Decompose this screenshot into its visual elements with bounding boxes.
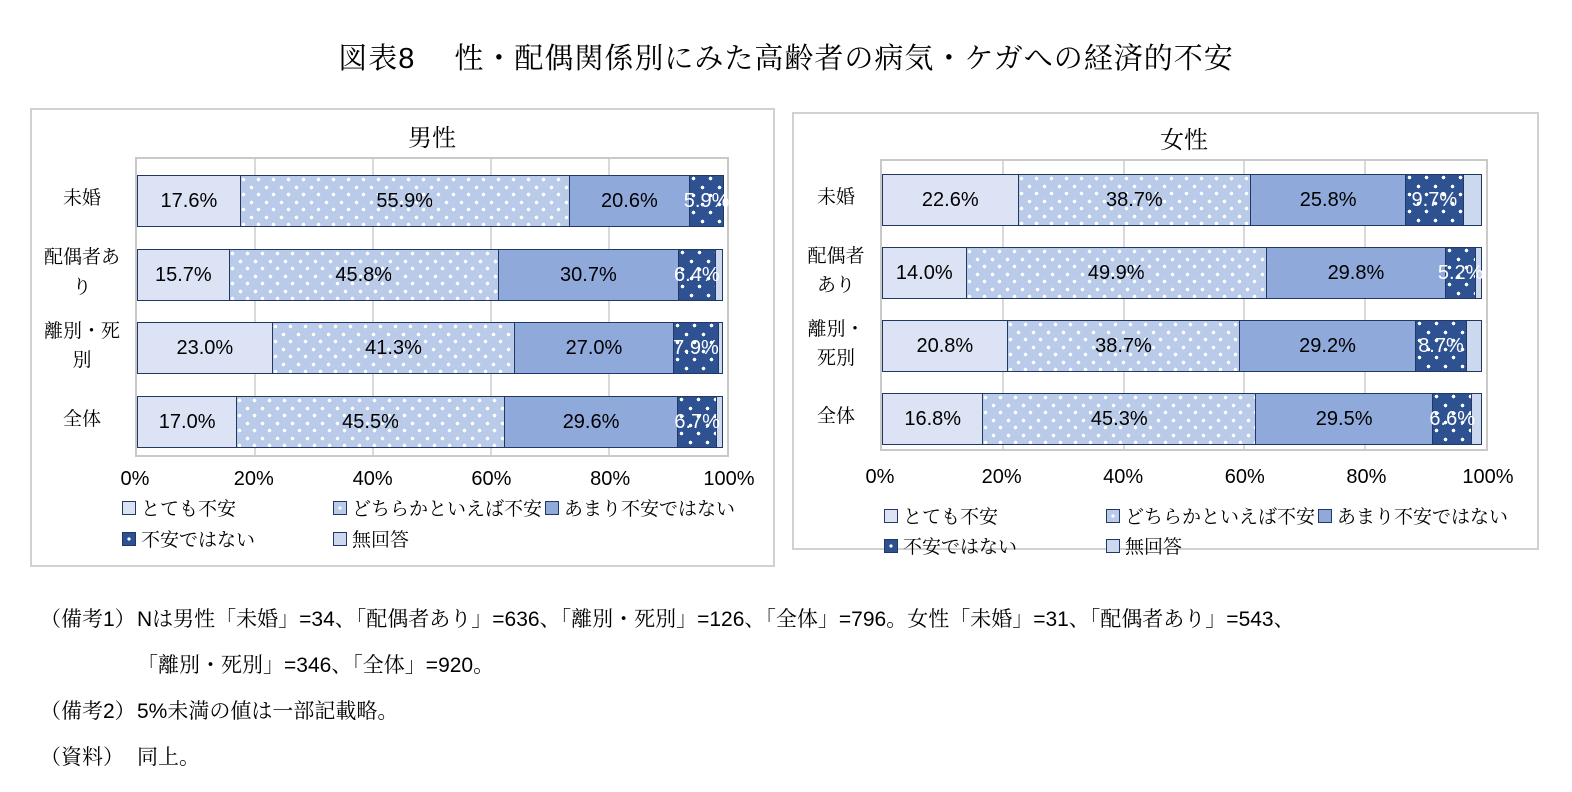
legend-item [884, 532, 1017, 559]
category-label: 離別・死別 [807, 318, 865, 369]
footnote-text [137, 735, 200, 781]
footnote-label: （備考1） [40, 608, 136, 631]
legend-swatch [333, 532, 347, 546]
segment-value-label: 41.3% [365, 337, 422, 359]
footnote [40, 597, 1295, 689]
bar-segment-0 [137, 396, 237, 448]
legend-item [1318, 502, 1508, 529]
segment-value-label: 29.6% [562, 410, 620, 433]
legend-label: とても不安 [903, 507, 999, 528]
x-axis-tick-label: 0% [120, 468, 150, 490]
segment-value-label: 14.0% [895, 262, 953, 284]
bar-segment-3 [1437, 247, 1484, 299]
category-label: 配偶者あり [43, 247, 120, 298]
segment-value-label: 20.6% [601, 190, 658, 212]
chart-title: 女性 [1160, 127, 1208, 154]
bar-segment-3 [673, 322, 720, 374]
legend-item [122, 494, 236, 521]
x-axis-tick-label: 60% [471, 468, 512, 490]
bar-segment-3 [1405, 174, 1464, 226]
bar-segment-1 [272, 322, 516, 374]
segment-value-label: 17.0% [158, 410, 216, 433]
bar-segment-2 [1250, 174, 1406, 226]
bar-segment-0 [137, 322, 273, 374]
segment-value-label: 20.8% [916, 335, 974, 357]
bar-row [137, 175, 730, 227]
segment-value-label: 45.3% [1090, 408, 1148, 430]
bar-segment-1 [229, 249, 499, 301]
legend-swatch [333, 501, 347, 515]
legend-swatch [122, 501, 136, 515]
legend-swatch [1106, 539, 1120, 553]
bar-row [882, 247, 1486, 299]
segment-value-label: 5.2% [1437, 262, 1484, 284]
bar-row [137, 396, 727, 448]
bar-segment-1 [240, 175, 570, 227]
figure-title: 図表8 性・配偶関係別にみた高齢者の病気・ケガへの経済的不安 [338, 43, 1234, 75]
segment-value-label: 5.9% [683, 190, 730, 212]
footnote-label: （資料） [40, 746, 124, 769]
legend-label: 無回答 [352, 530, 410, 551]
segment-value-label: 8.7% [1418, 335, 1464, 357]
segment-value-label: 6.6% [1429, 408, 1475, 430]
x-axis-tick-label: 20% [981, 466, 1022, 488]
category-label: 未婚 [62, 188, 101, 210]
x-axis-tick-label: 100% [1462, 466, 1514, 488]
bar-segment-4 [1466, 320, 1482, 372]
legend-label: 無回答 [1125, 537, 1183, 558]
legend-item [1106, 532, 1182, 559]
segment-value-label: 15.7% [154, 263, 212, 286]
x-axis-tick-label: 80% [590, 468, 631, 490]
footnotes [40, 597, 1295, 781]
legend-item [333, 494, 542, 521]
legend-item [545, 494, 735, 521]
segment-value-label: 45.8% [335, 263, 393, 286]
bar-segment-4 [1463, 174, 1482, 226]
x-axis-tick-label: 40% [352, 468, 393, 490]
legend-swatch [1318, 509, 1332, 523]
segment-value-label: 29.5% [1315, 408, 1373, 430]
segment-value-label: 27.0% [565, 337, 623, 359]
bar-segment-0 [137, 249, 230, 301]
x-axis-tick-label: 20% [233, 468, 274, 490]
bar-row [882, 174, 1486, 226]
legend-swatch [122, 532, 136, 546]
legend-label: 不安ではない [903, 537, 1018, 558]
bar-segment-2 [569, 175, 691, 227]
bar-segment-1 [966, 247, 1267, 299]
segment-value-label: 6.4% [674, 263, 720, 286]
bar-segment-1 [1007, 320, 1241, 372]
segment-value-label: 29.2% [1299, 335, 1356, 357]
footnote-line: Nは男性「未婚」=34、「配偶者あり」=636、「離別・死別」=126、「全体」=796。女性「未婚」=31、「配偶者あり」=543、 [137, 608, 1295, 631]
category-label: 全体 [816, 406, 855, 428]
bar-segment-0 [882, 393, 983, 445]
bar-segment-3 [683, 175, 730, 227]
segment-value-label: 9.7% [1411, 189, 1458, 211]
bar-segment-2 [504, 396, 679, 448]
bar-row [882, 393, 1486, 445]
bar-row [137, 322, 727, 374]
legend-label: どちらかといえば不安 [1125, 507, 1316, 528]
plot-area [135, 157, 729, 457]
legend-item [884, 502, 998, 529]
legend-label: どちらかといえば不安 [352, 499, 543, 520]
bar-row [137, 249, 727, 301]
category-label: 全体 [62, 408, 101, 430]
x-axis-tick-label: 40% [1103, 466, 1144, 488]
bar-segment-1 [236, 396, 504, 448]
bar-segment-2 [514, 322, 673, 374]
footnote-line: 同上。 [137, 746, 200, 769]
chart-title: 男性 [408, 125, 456, 152]
segment-value-label: 17.6% [160, 190, 218, 212]
bar-row [882, 320, 1486, 372]
legend-item [333, 525, 409, 552]
legend-item [1106, 502, 1315, 529]
x-axis-tick-label: 60% [1224, 466, 1265, 488]
footnote-line: 「離別・死別」=346、「全体」=920。 [137, 654, 495, 677]
category-label: 離別・死別 [43, 320, 120, 371]
category-label: 未婚 [816, 187, 855, 209]
bar-segment-2 [498, 249, 679, 301]
x-axis-tick-label: 100% [703, 468, 755, 490]
chart-panel-male [30, 108, 775, 567]
segment-value-label: 23.0% [176, 337, 234, 359]
segment-value-label: 38.7% [1106, 189, 1163, 211]
bar-segment-3 [1415, 320, 1468, 372]
bar-segment-3 [1429, 393, 1475, 445]
footnote-text [137, 597, 1295, 689]
bar-segment-1 [1018, 174, 1252, 226]
footnote-text [137, 689, 398, 735]
legend-swatch [545, 501, 559, 515]
legend-swatch [1106, 509, 1120, 523]
segment-value-label: 22.6% [921, 189, 979, 211]
x-axis-tick-label: 80% [1346, 466, 1387, 488]
legend-swatch [884, 539, 898, 553]
legend-label: あまり不安ではない [564, 499, 736, 520]
legend-item [122, 525, 255, 552]
bar-segment-2 [1255, 393, 1433, 445]
bar-segment-2 [1239, 320, 1415, 372]
bar-segment-0 [882, 247, 967, 299]
bar-segment-0 [882, 174, 1019, 226]
bar-segment-3 [674, 249, 720, 301]
footnote [40, 735, 1295, 781]
bar-segment-2 [1266, 247, 1446, 299]
segment-value-label: 38.7% [1095, 335, 1152, 357]
legend-label: 不安ではない [141, 530, 256, 551]
segment-value-label: 25.8% [1299, 189, 1357, 211]
segment-value-label: 29.8% [1327, 262, 1385, 284]
footnote-label: （備考2） [40, 700, 136, 723]
segment-value-label: 45.5% [342, 410, 399, 433]
category-label: 配偶者あり [807, 245, 865, 296]
segment-value-label: 30.7% [560, 263, 617, 286]
segment-value-label: 7.9% [673, 337, 719, 359]
chart-panel-female [792, 112, 1539, 558]
bar-segment-1 [982, 393, 1256, 445]
segment-value-label: 55.9% [376, 190, 434, 212]
segment-value-label: 6.7% [674, 410, 720, 433]
legend-label: あまり不安ではない [1337, 507, 1509, 528]
segment-value-label: 16.8% [904, 408, 962, 430]
bar-segment-3 [674, 396, 720, 448]
x-axis-tick-label: 0% [865, 466, 895, 488]
segment-value-label: 49.9% [1087, 262, 1145, 284]
plot-area [880, 159, 1488, 451]
footnote [40, 689, 1295, 735]
bar-segment-0 [882, 320, 1008, 372]
bar-segment-0 [137, 175, 241, 227]
footnote-line: 5%未満の値は一部記載略。 [137, 700, 399, 723]
legend-swatch [884, 509, 898, 523]
legend-label: とても不安 [141, 499, 237, 520]
